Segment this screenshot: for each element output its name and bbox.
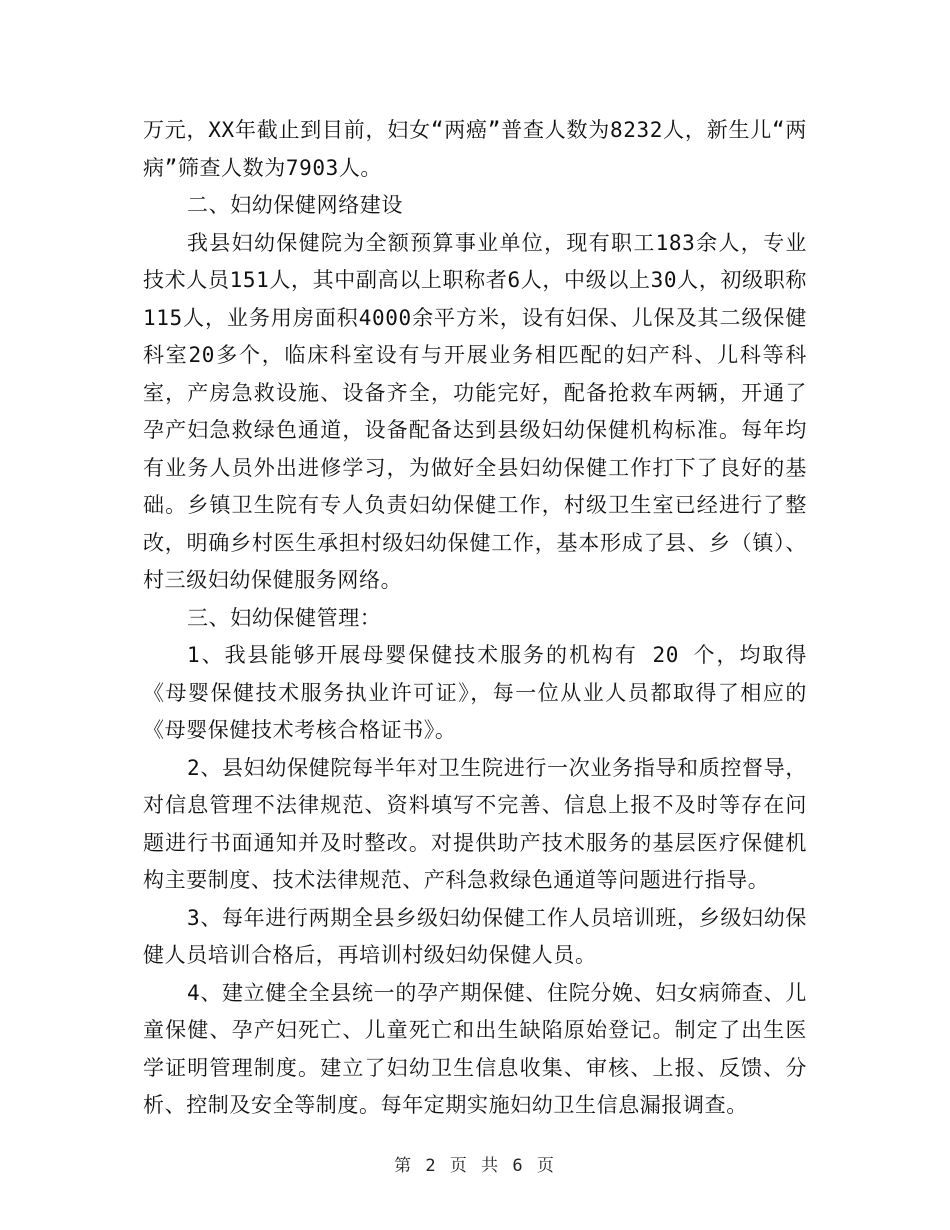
paragraph-network: 我县妇幼保健院为全额预算事业单位，现有职工183余人，专业技术人员151人，其中副高以上职称者6人，中级以上30人，初级职称115人，业务用房面积4000余平方米，设有妇保、儿保及其二级保健科室20多个，临床科室设有与开展业务相匹配的妇产科、儿科等科室，产房急救设施、设备齐全，功能完好，配备抢救车两辆，开通了孕产妇急救绿色通道，设备配备达到县级妇幼保健机构标准。每年均有业务人员外出进修学习，为做好全县妇幼保健工作打下了良好的基础。乡镇卫生院有专人负责妇幼保健工作，村级卫生室已经进行了整改，明确乡村医生承担村级妇幼保健工作，基本形成了县、乡（镇）、村三级妇幼保健服务网络。: [143, 230, 807, 592]
paragraph-item-4: 4、建立健全全县统一的孕产期保健、住院分娩、妇女病筛查、儿童保健、孕产妇死亡、儿童死亡和出生缺陷原始登记。制定了出生医学证明管理制度。建立了妇幼卫生信息收集、审核、上报、反馈、分析、控制及安全等制度。每年定期实施妇幼卫生信息漏报调查。: [143, 980, 807, 1117]
paragraph-item-2: 2、县妇幼保健院每半年对卫生院进行一次业务指导和质控督导，对信息管理不法律规范、资料填写不完善、信息上报不及时等存在问题进行书面通知并及时整改。对提供助产技术服务的基层医疗保健机构主要制度、技术法律规范、产科急救绿色通道等问题进行指导。: [143, 755, 807, 892]
page-number-footer: 第 2 页 共 6 页: [394, 1156, 556, 1176]
paragraph-continuation: 万元，XX年截止到目前，妇女“两癌”普查人数为8232人，新生儿“两病”筛查人数为7903人。: [143, 118, 807, 180]
paragraph-item-3: 3、每年进行两期全县乡级妇幼保健工作人员培训班，乡级妇幼保健人员培训合格后，再培训村级妇幼保健人员。: [143, 905, 807, 967]
section-heading-management: 三、妇幼保健管理：: [187, 605, 382, 630]
document-body: [143, 112, 807, 1125]
section-heading-network: 二、妇幼保健网络建设: [187, 193, 403, 217]
paragraph-item-1: 1、我县能够开展母婴保健技术服务的机构有 20 个，均取得《母婴保健技术服务执业许可证》，每一位从业人员都取得了相应的《母婴保健技术考核合格证书》。: [143, 643, 807, 742]
